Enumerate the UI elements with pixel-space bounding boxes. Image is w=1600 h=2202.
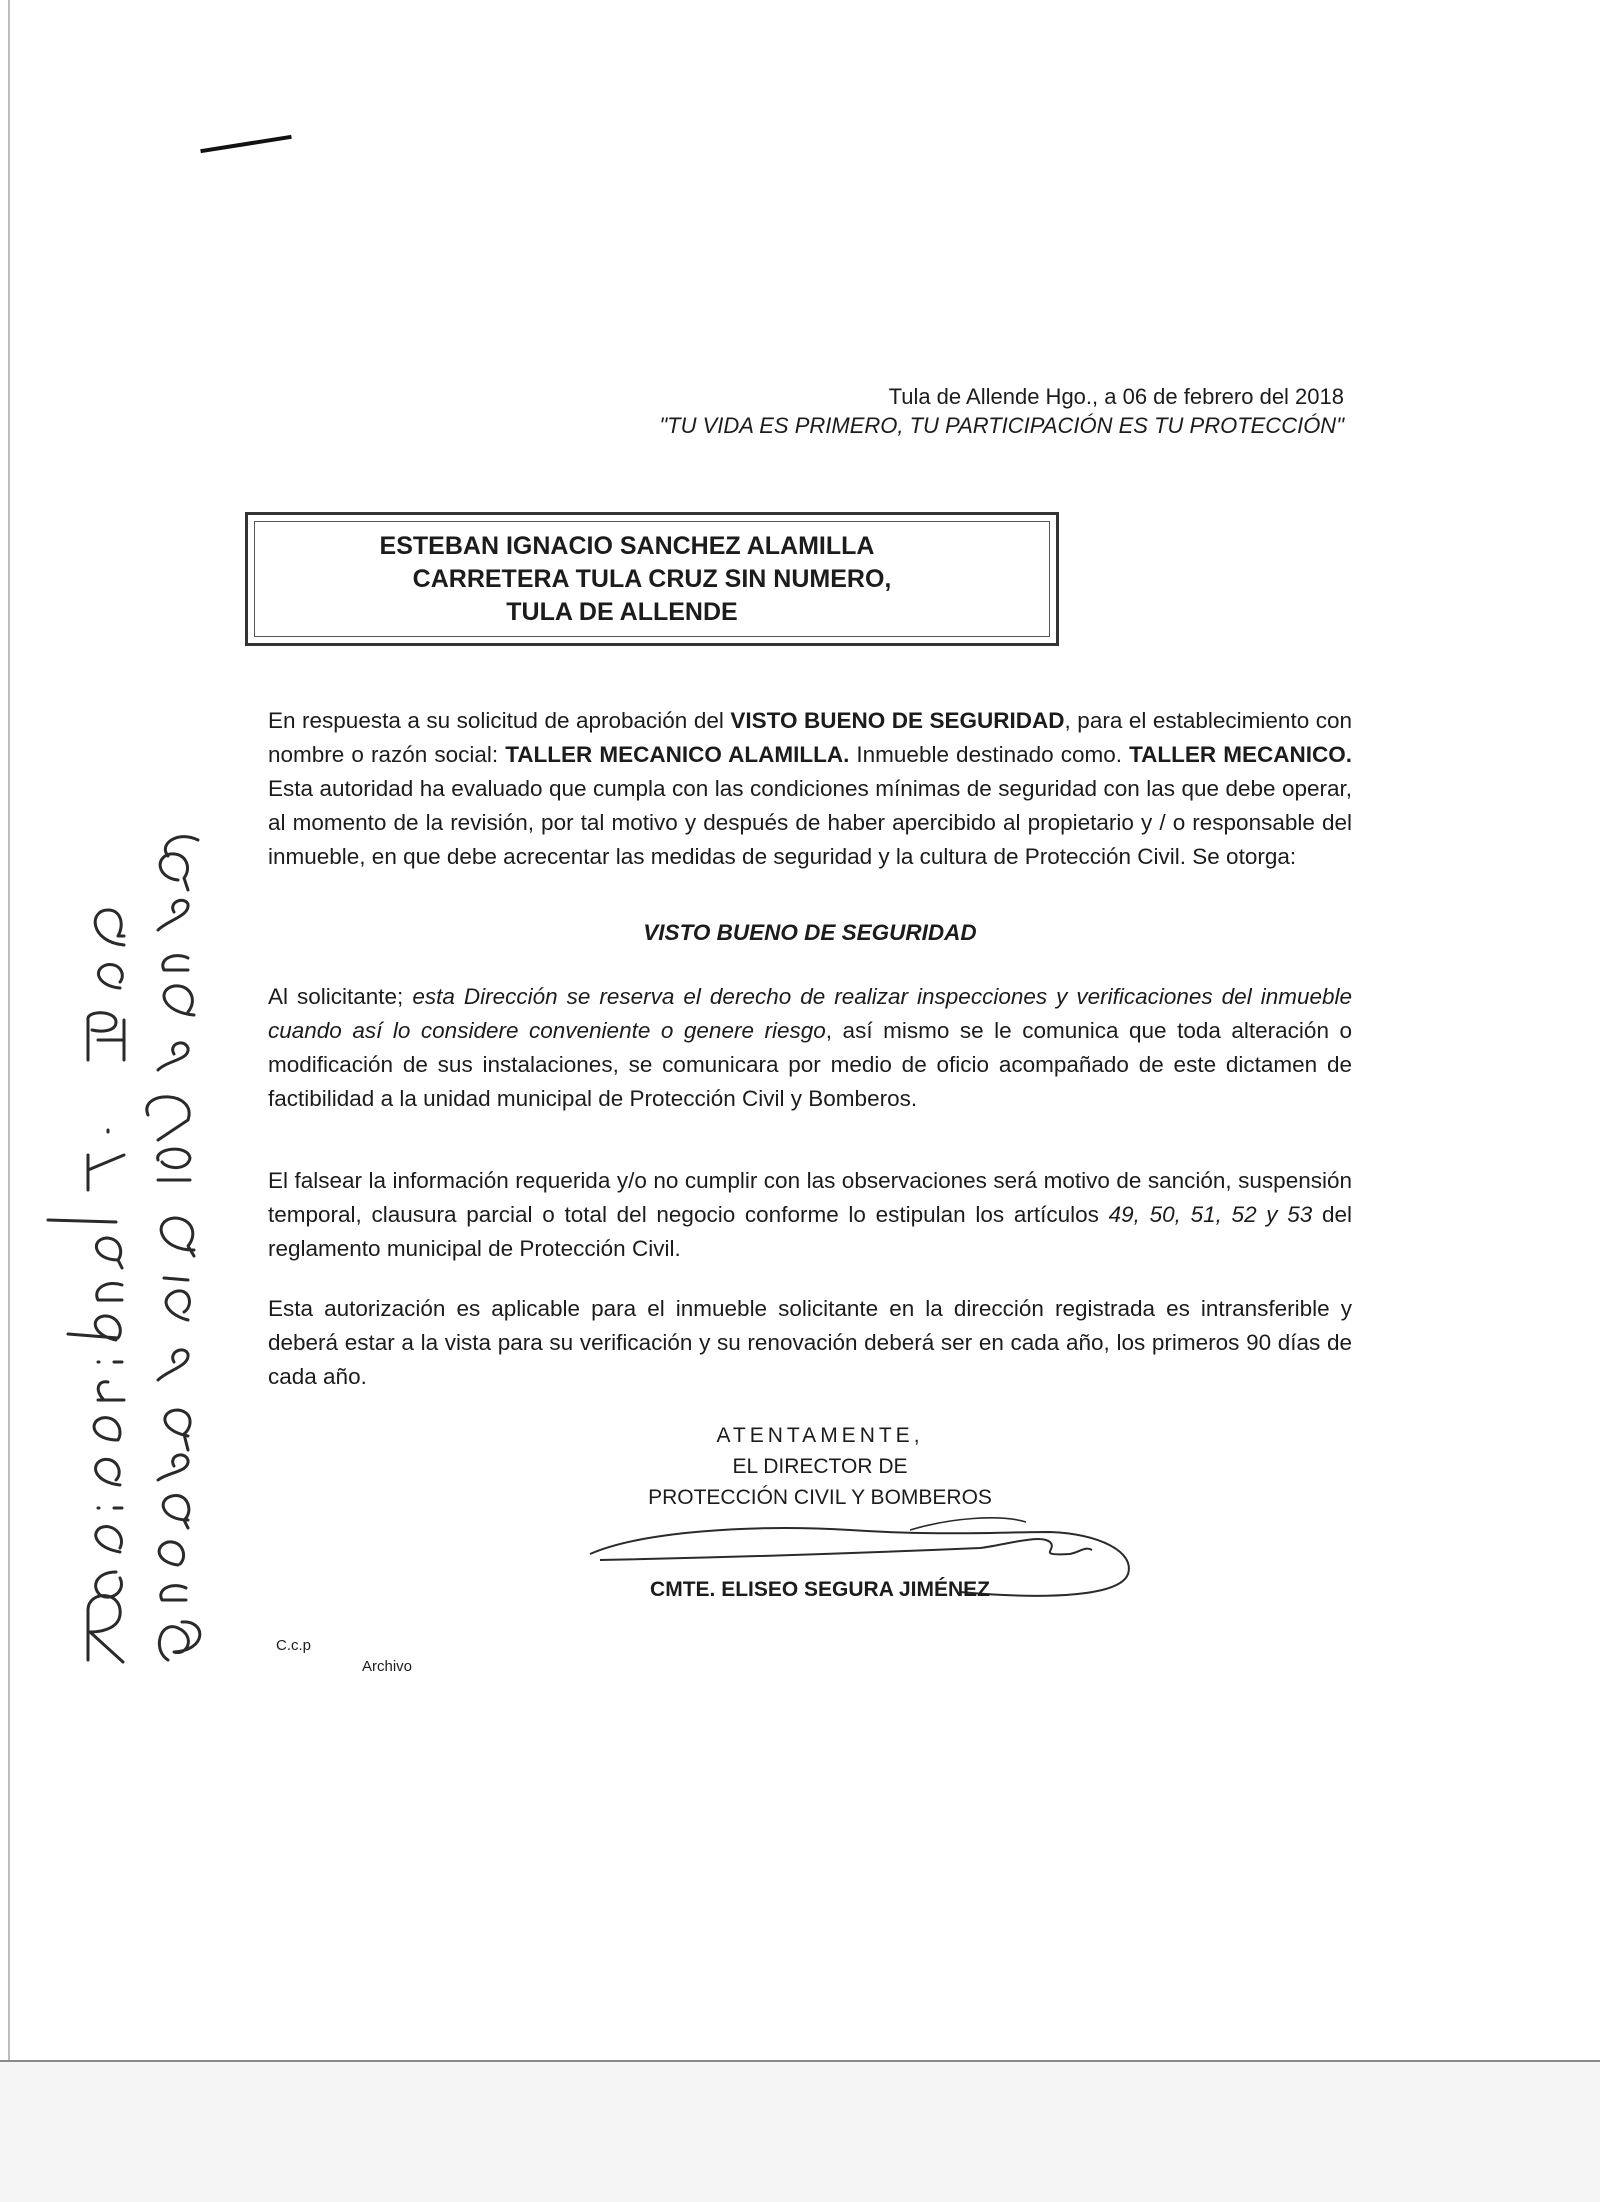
scan-bottom-margin bbox=[0, 2060, 1600, 2202]
motto: "TU VIDA ES PRIMERO, TU PARTICIPACIÓN ES TU PROTECCIÓN" bbox=[659, 413, 1344, 438]
cc-label: C.c.p bbox=[276, 1637, 312, 1654]
p1-text-4: Esta autoridad ha evaluado que cumpla con las condiciones mínimas de seguridad con las que debe operar, al momento de la revisión, por tal motivo y después de haber apercibido al propietario y / o responsable del inmueble, en que debe acrecentar las medidas de seguridad y la cultura de Protección Civil. Se otorga: bbox=[268, 776, 1352, 869]
p2-italic: esta Dirección se reserva el derecho de realizar inspecciones y verificaciones del inmueble cuando así lo considere conveniente o genere riesgo bbox=[268, 984, 1353, 1043]
p1-bold-business-name: TALLER MECANICO ALAMILLA. bbox=[505, 742, 850, 767]
recipient-box bbox=[245, 512, 1059, 646]
handwritten-receipt-note bbox=[28, 760, 228, 1680]
paragraph-validity: Esta autorización es aplicable para el inmueble solicitante en la dirección registrada es intransferible y deberá estar a la vista para su verificación y su renovación deberá ser en cada año, los primeros 90 días de cada año. bbox=[268, 1296, 1352, 1389]
p1-text-1: En respuesta a su solicitud de aprobación del bbox=[268, 708, 731, 733]
paragraph-sanctions bbox=[268, 1164, 1352, 1266]
date-line: Tula de Allende Hgo., a 06 de febrero del 2018 bbox=[888, 384, 1344, 409]
recipient-box-inner bbox=[254, 521, 1050, 637]
recipient-street: CARRETERA TULA CRUZ SIN NUMERO, bbox=[412, 564, 892, 593]
paragraph-request bbox=[268, 704, 1352, 874]
scan-edge-line bbox=[8, 0, 10, 2060]
closing-title-2: PROTECCIÓN CIVIL Y BOMBEROS bbox=[648, 1486, 992, 1509]
closing-salutation: ATENTAMENTE, bbox=[716, 1424, 924, 1447]
p3-text-1: El falsear la información requerida y/o no cumplir con las observaciones será motivo de sanción, suspensión temporal, clausura parcial o total del negocio conforme lo estipulan los artículos bbox=[268, 1168, 1352, 1227]
p1-bold-use: TALLER MECANICO. bbox=[1129, 742, 1352, 767]
permit-heading: VISTO BUENO DE SEGURIDAD bbox=[643, 920, 977, 945]
p3-articles: 49, 50, 51, 52 y 53 bbox=[1108, 1202, 1313, 1227]
recipient-city: TULA DE ALLENDE bbox=[506, 597, 738, 626]
recipient-name: ESTEBAN IGNACIO SANCHEZ ALAMILLA bbox=[379, 531, 875, 560]
paragraph-inspections bbox=[268, 980, 1352, 1116]
p3-text-2: del reglamento municipal de Protección Civil. bbox=[268, 1202, 1352, 1261]
p1-text-3: Inmueble destinado como. bbox=[849, 742, 1130, 767]
closing-title-1: EL DIRECTOR DE bbox=[732, 1455, 908, 1478]
p1-bold-permit: VISTO BUENO DE SEGURIDAD bbox=[730, 708, 1065, 733]
p2-text-2: , así mismo se le comunica que toda alteración o modificación de sus instalaciones, se comunicara por medio de oficio acompañado de este dictamen de factibilidad a la unidad municipal de Protección Civil y Bomberos. bbox=[268, 1018, 1352, 1111]
p1-text-2: , para el establecimiento con nombre o razón social: bbox=[268, 708, 1352, 767]
signer-name: CMTE. ELISEO SEGURA JIMÉNEZ bbox=[650, 1578, 990, 1601]
p2-text-1: Al solicitante; bbox=[268, 984, 413, 1009]
closing-block bbox=[600, 1420, 1040, 1513]
cc-archive: Archivo bbox=[362, 1658, 413, 1675]
